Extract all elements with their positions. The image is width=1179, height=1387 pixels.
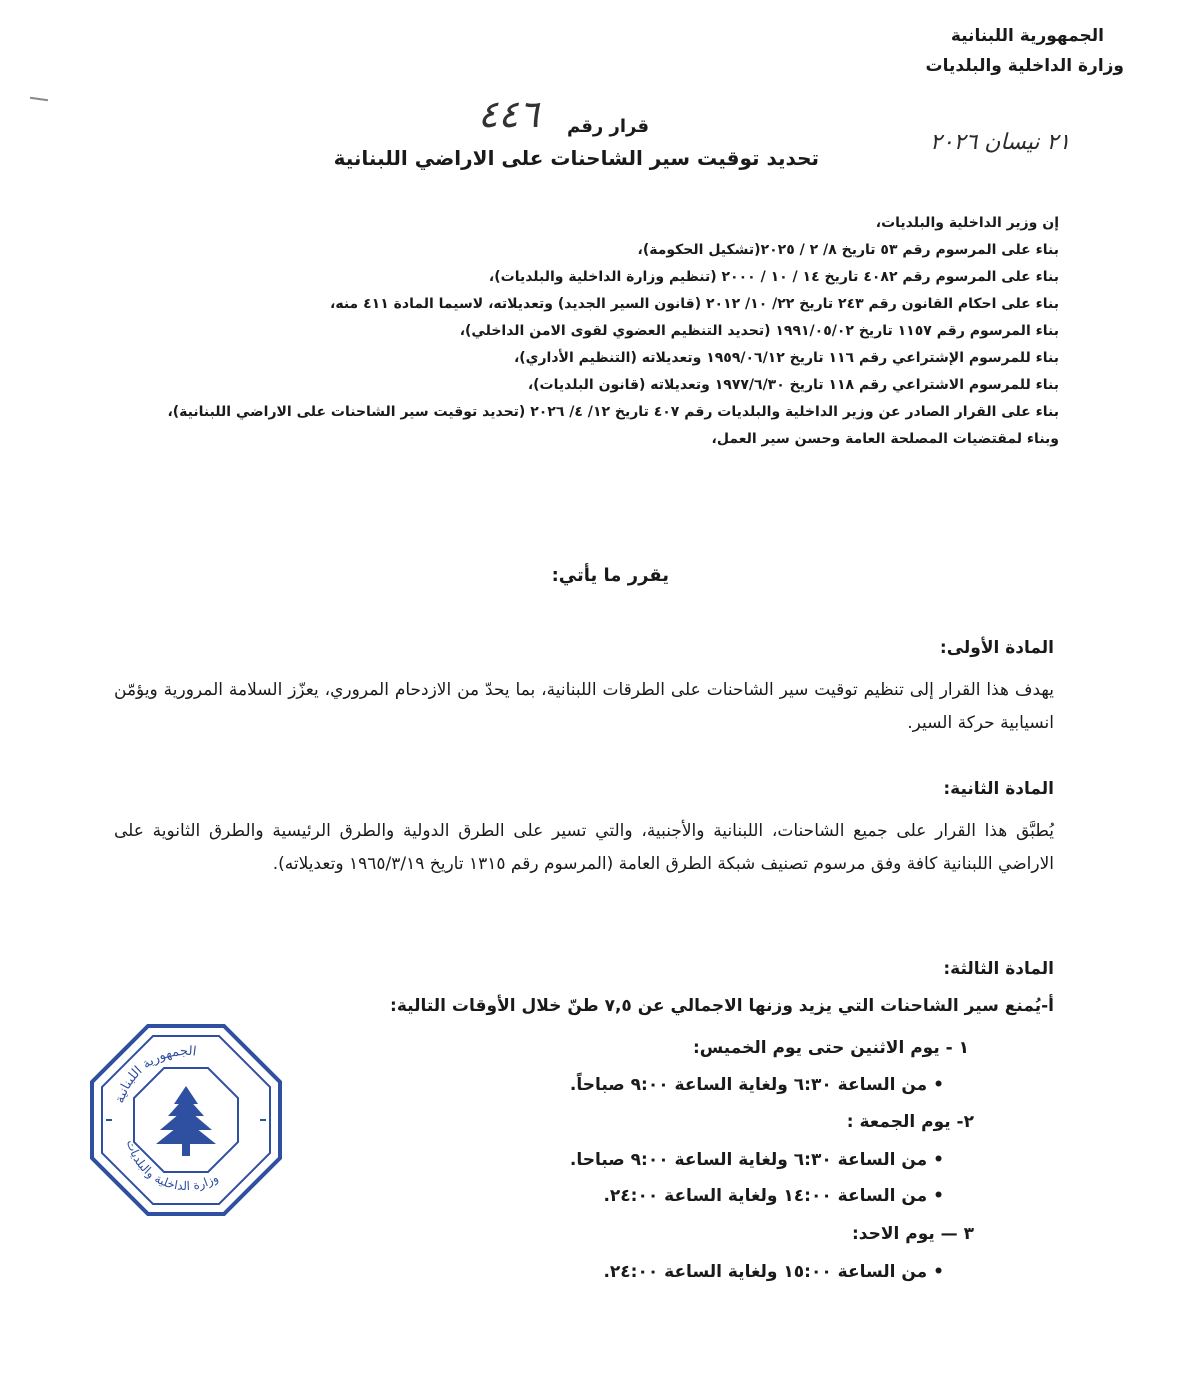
- article-3-title: المادة الثالثة:: [943, 959, 1054, 979]
- preamble-line: بناء المرسوم رقم ١١٥٧ تاريخ ١٩٩١/٠٥/٠٢ (تحديد التنظيم العضوي لقوى الامن الداخلي)،: [459, 323, 1059, 339]
- preamble-line: إن وزير الداخلية والبلديات،: [875, 215, 1059, 231]
- day-friday: ٢- يوم الجمعة :: [846, 1112, 974, 1132]
- scan-mark: [30, 97, 48, 101]
- time-slot: • من الساعة ١٥:٠٠ ولغاية الساعة ٢٤:٠٠.: [603, 1262, 944, 1282]
- article-1-body: يهدف هذا القرار إلى تنظيم توقيت سير الشاحنات على الطرقات اللبنانية، بما يحدّ من الازدحام المروري، يعزّز السلامة المرورية ويؤمّن انسيابية حركة السير.: [114, 680, 1054, 733]
- header-republic: الجمهورية اللبنانية: [950, 26, 1104, 46]
- time-slot: • من الساعة ٦:٣٠ ولغاية الساعة ٩:٠٠ صباحا.: [569, 1150, 944, 1170]
- day-mon-thu: ١ - يوم الاثنين حتى يوم الخميس:: [692, 1038, 969, 1058]
- preamble-line: بناء للمرسوم الإشتراعي رقم ١١٦ تاريخ ١٩٥٩/٠٦/١٢ وتعديلاته (التنظيم الأداري)،: [513, 350, 1059, 366]
- article-3-lead: أ-يُمنع سير الشاحنات التي يزيد وزنها الاجمالي عن ٧,٥ طنّ خلال الأوقات التالية:: [390, 996, 1054, 1016]
- time-slot: • من الساعة ٦:٣٠ ولغاية الساعة ٩:٠٠ صباحاً.: [569, 1075, 944, 1095]
- ministry-seal: [86, 1020, 286, 1220]
- decision-subject: تحديد توقيت سير الشاحنات على الاراضي اللبنانية: [333, 146, 819, 170]
- preamble-line: وبناء لمقتضيات المصلحة العامة وحسن سير العمل،: [711, 431, 1059, 447]
- preamble-line: بناء على المرسوم رقم ٥٣ تاريخ ٨/ ٢ / ٢٠٢٥(تشكيل الحكومة)،: [637, 242, 1059, 258]
- preamble-line: بناء على المرسوم رقم ٤٠٨٢ تاريخ ١٤ / ١٠ / ٢٠٠٠ (تنظيم وزارة الداخلية والبلديات)،: [488, 269, 1059, 285]
- article-2-body: يُطبَّق هذا القرار على جميع الشاحنات، اللبنانية والأجنبية، والتي تسير على الطرق الدولية والطرق الرئيسية والطرق الثانوية على الاراضي اللبنانية كافة وفق مرسوم تصنيف شبكة الطرق العامة (المرسوم رقم ١٣١٥ تاريخ ١٩٦٥/٣/١٩ وتعديلاته).: [114, 821, 1054, 874]
- header-ministry: وزارة الداخلية والبلديات: [925, 56, 1124, 76]
- decides-heading: يقرر ما يأتي:: [551, 565, 669, 586]
- svg-text:وزارة الداخلية والبلديات: وزارة الداخلية والبلديات: [123, 1138, 221, 1194]
- preamble-line: بناء على القرار الصادر عن وزير الداخلية والبلديات رقم ٤٠٧ تاريخ ١٢/ ٤/ ٢٠٢٦ (تحديد توقيت سير الشاحنات على الاراضي اللبنانية)،: [167, 404, 1059, 420]
- cedar-icon: [156, 1086, 216, 1156]
- preamble: [159, 210, 1059, 453]
- decision-number: ٤٤٦: [477, 92, 539, 136]
- article-2-title: المادة الثانية:: [943, 779, 1054, 799]
- decision-date: ٢١ نيسان ٢٠٢٦: [930, 130, 1071, 155]
- article-1-title: المادة الأولى:: [939, 638, 1054, 658]
- decision-label: قرار رقم: [566, 116, 649, 137]
- preamble-line: بناء على احكام القانون رقم ٢٤٣ تاريخ ٢٢/ ١٠/ ٢٠١٢ (قانون السير الجديد) وتعديلاته، لاسيما المادة ٤١١ منه،: [330, 296, 1059, 312]
- preamble-line: بناء للمرسوم الاشتراعي رقم ١١٨ تاريخ ١٩٧٧/٦/٣٠ وتعديلاته (قانون البلديات)،: [527, 377, 1059, 393]
- svg-text:الجمهورية اللبنانية: الجمهورية اللبنانية: [112, 1043, 198, 1106]
- day-sunday: ٣ — يوم الاحد:: [851, 1224, 974, 1244]
- time-slot: • من الساعة ١٤:٠٠ ولغاية الساعة ٢٤:٠٠.: [603, 1186, 944, 1206]
